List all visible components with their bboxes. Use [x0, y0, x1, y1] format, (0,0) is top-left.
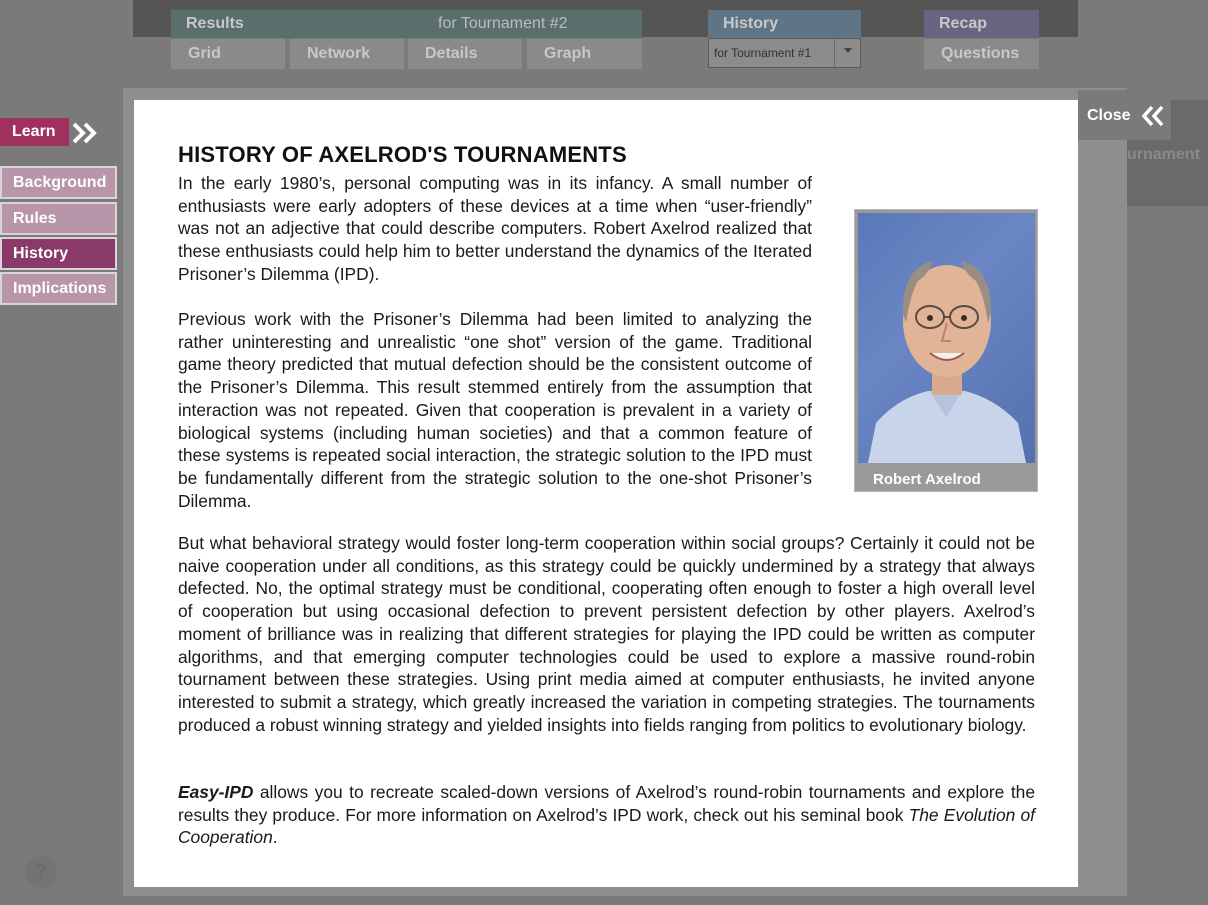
tab-grid[interactable]: Grid	[171, 39, 285, 69]
article-paragraph-2: Previous work with the Prisoner’s Dilemma had been limited to analyzing the rather uninteresting and unrealistic “one shot” version of the game. Traditional game theory predicted that mutual defection should be the consistent outcome of the Prisoner’s Dilemma. This result stemmed entirely from the assumption that interaction was not repeated. Given that cooperation is prevalent in a variety of biological systems (including human societies) and that a common feature of these systems is repeated social interaction, the strategic solution to the IPD must be fundamentally different from the strategic solution to the one-shot Prisoner’s Dilemma.	[178, 309, 812, 511]
double-chevron-left-icon	[1141, 105, 1165, 127]
book-title: The Evolution of Cooperation	[178, 804, 1035, 848]
tournament-select-value: for Tournament #1	[714, 46, 812, 60]
article-paragraph-3: But what behavioral strategy would foster long-term cooperation within social groups? Certainly it could not be naive cooperation under all conditions, as this strategy could be quickly undermined by a strategy that always defected. No, the optimal strategy must be conditional, cooperating often enough to foster a high overall level of cooperation but using occasional defection to prevent persistent defection by other players. Axelrod’s moment of brilliance was in realizing that different strategies for playing the IPD could be written as computer algorithms, and that emerging computer technologies could be used to explore a massive round-robin tournament between these strategies. Using print media aimed at computer enthusiasts, he invited anyone interested to submit a strategy, which greatly increased the variation in competing strategies. The tournaments produced a robust winning strategy and yielded insights into fields ranging from politics to evolutionary biology.	[178, 533, 1035, 735]
learn-nav-background[interactable]: Background	[0, 166, 117, 199]
tab-results[interactable]	[171, 10, 642, 38]
tab-questions[interactable]: Questions	[924, 39, 1039, 69]
learn-nav-implications[interactable]: Implications	[0, 272, 117, 305]
photo-caption: Robert Axelrod	[873, 471, 981, 488]
learn-tab[interactable]: Learn	[0, 118, 69, 146]
double-chevron-right-icon[interactable]	[72, 121, 98, 145]
tab-recap[interactable]: Recap	[924, 10, 1039, 38]
tab-results-label: Results	[186, 15, 244, 32]
axelrod-photo-frame	[854, 209, 1038, 492]
close-button-label: Close	[1087, 107, 1131, 124]
paragraph-4-end: .	[272, 827, 278, 848]
article-paragraph-1: In the early 1980’s, personal computing was in its infancy. A small number of enthusiasts were early adopters of these devices at a time when “user-friendly” was not an adjective that could describe computers. Robert Axelrod realized that these enthusiasts could help him to better understand the dynamics of the Iterated Prisoner’s Dilemma (IPD).	[178, 173, 812, 284]
tab-network[interactable]: Network	[290, 39, 404, 69]
close-button[interactable]	[1078, 90, 1171, 140]
learn-nav-history[interactable]: History	[0, 237, 117, 270]
tab-details[interactable]: Details	[408, 39, 522, 69]
article-paragraph-4	[178, 781, 1035, 849]
learn-nav-rules[interactable]: Rules	[0, 202, 117, 235]
background-tournament-label: urnament	[1127, 146, 1200, 163]
chevron-down-icon	[834, 39, 860, 67]
axelrod-portrait	[858, 213, 1035, 463]
tab-graph[interactable]: Graph	[527, 39, 642, 69]
article-title: HISTORY OF AXELROD'S TOURNAMENTS	[178, 142, 627, 167]
help-icon[interactable]: ?	[25, 856, 57, 888]
easy-ipd-name: Easy-IPD	[178, 782, 254, 802]
paragraph-4-text: allows you to recreate scaled-down versions of Axelrod’s round-robin tournaments and explore the results they produce. For more information on Axelrod’s IPD work, check out his seminal book	[178, 782, 1035, 825]
tab-history[interactable]: History	[708, 10, 861, 38]
tab-results-subtitle: for Tournament #2	[438, 15, 568, 32]
history-modal	[134, 100, 1078, 887]
tournament-select[interactable]	[708, 38, 861, 68]
